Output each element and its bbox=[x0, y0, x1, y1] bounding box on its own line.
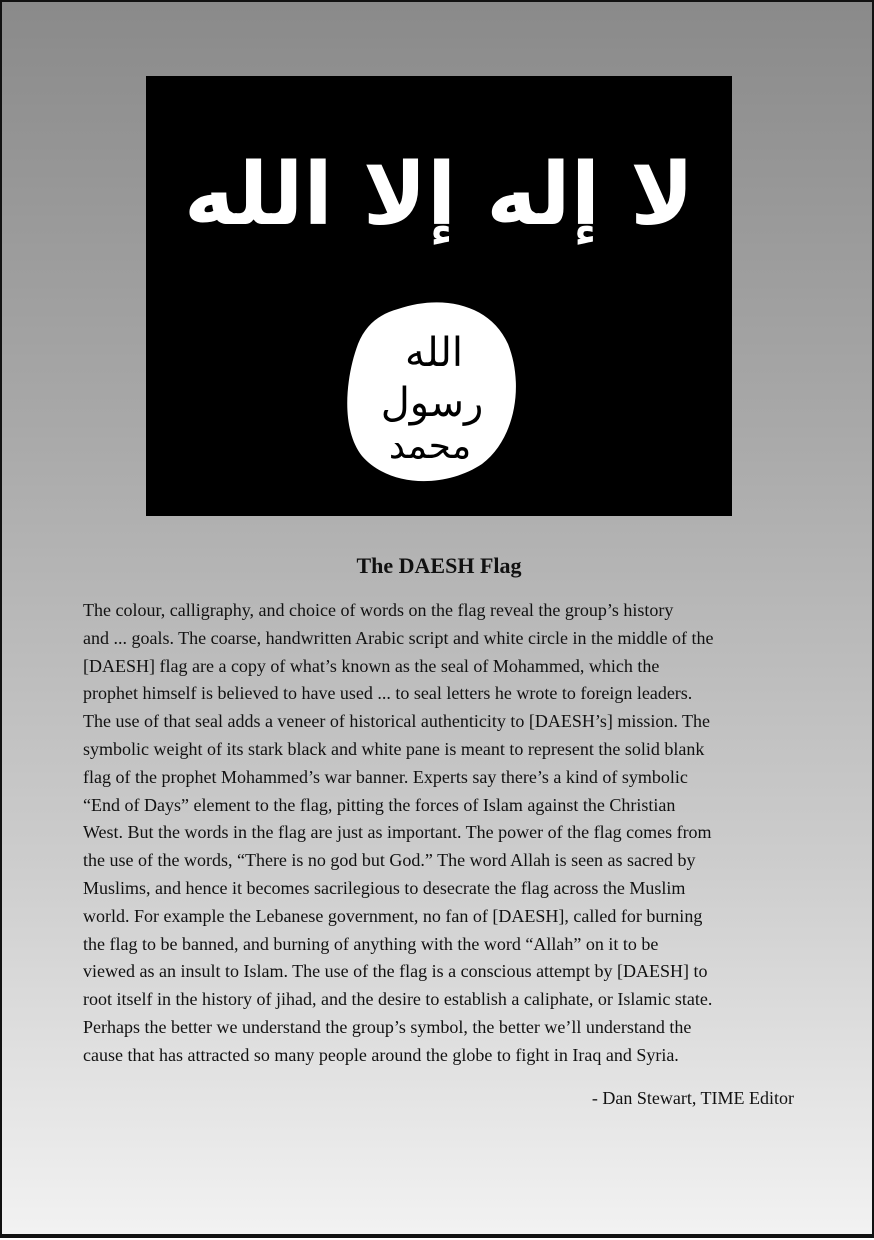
body-line: and ... goals. The coarse, handwritten Arabic script and white circle in the middle of the bbox=[83, 627, 714, 648]
body-line: the use of the words, “There is no god but God.” The word Allah is seen as sacred by bbox=[83, 850, 696, 871]
body-line: The use of that seal adds a veneer of historical authenticity to [DAESH’s] mission. The bbox=[83, 711, 711, 732]
flag-image bbox=[146, 76, 732, 516]
body-line: West. But the words in the flag are just as important. The power of the flag comes from bbox=[83, 822, 712, 843]
document-title: The DAESH Flag bbox=[356, 553, 522, 578]
body-line: world. For example the Lebanese government, no fan of [DAESH], called for burning bbox=[83, 905, 703, 926]
flag-calligraphy: لا إله إلا الله bbox=[183, 145, 695, 245]
attribution: - Dan Stewart, TIME Editor bbox=[591, 1088, 794, 1108]
body-line: cause that has attracted so many people around the globe to fight in Iraq and Syria. bbox=[83, 1044, 679, 1065]
body-line: [DAESH] flag are a copy of what’s known as the seal of Mohammed, which the bbox=[83, 655, 660, 676]
flag-seal-line-2: رسول bbox=[380, 380, 484, 426]
body-line: prophet himself is believed to have used ... to seal letters he wrote to foreign leaders. bbox=[83, 683, 693, 704]
body-line: The colour, calligraphy, and choice of words on the flag reveal the group’s history bbox=[83, 600, 674, 620]
body-line: root itself in the history of jihad, and the desire to establish a caliphate, or Islamic state. bbox=[83, 989, 713, 1010]
body-line: Perhaps the better we understand the group’s symbol, the better we’ll understand the bbox=[83, 1016, 692, 1037]
black-flag-with-white-seal-icon bbox=[146, 76, 732, 516]
flag-seal-line-1: الله bbox=[405, 330, 463, 376]
body-line: flag of the prophet Mohammed’s war banner. Experts say there’s a kind of symbolic bbox=[83, 766, 688, 787]
body-line: “End of Days” element to the flag, pitting the forces of Islam against the Christian bbox=[83, 794, 676, 815]
body-line: viewed as an insult to Islam. The use of the flag is a conscious attempt by [DAESH] to bbox=[83, 961, 708, 982]
body-line: Muslims, and hence it becomes sacrilegious to desecrate the flag across the Muslim bbox=[83, 877, 686, 898]
body-line: the flag to be banned, and burning of anything with the word “Allah” on it to be bbox=[83, 933, 659, 954]
body-paragraph bbox=[83, 597, 803, 1070]
flag-seal-line-3: محمد bbox=[388, 426, 472, 467]
body-line: symbolic weight of its stark black and white pane is meant to represent the solid blank bbox=[83, 738, 705, 759]
